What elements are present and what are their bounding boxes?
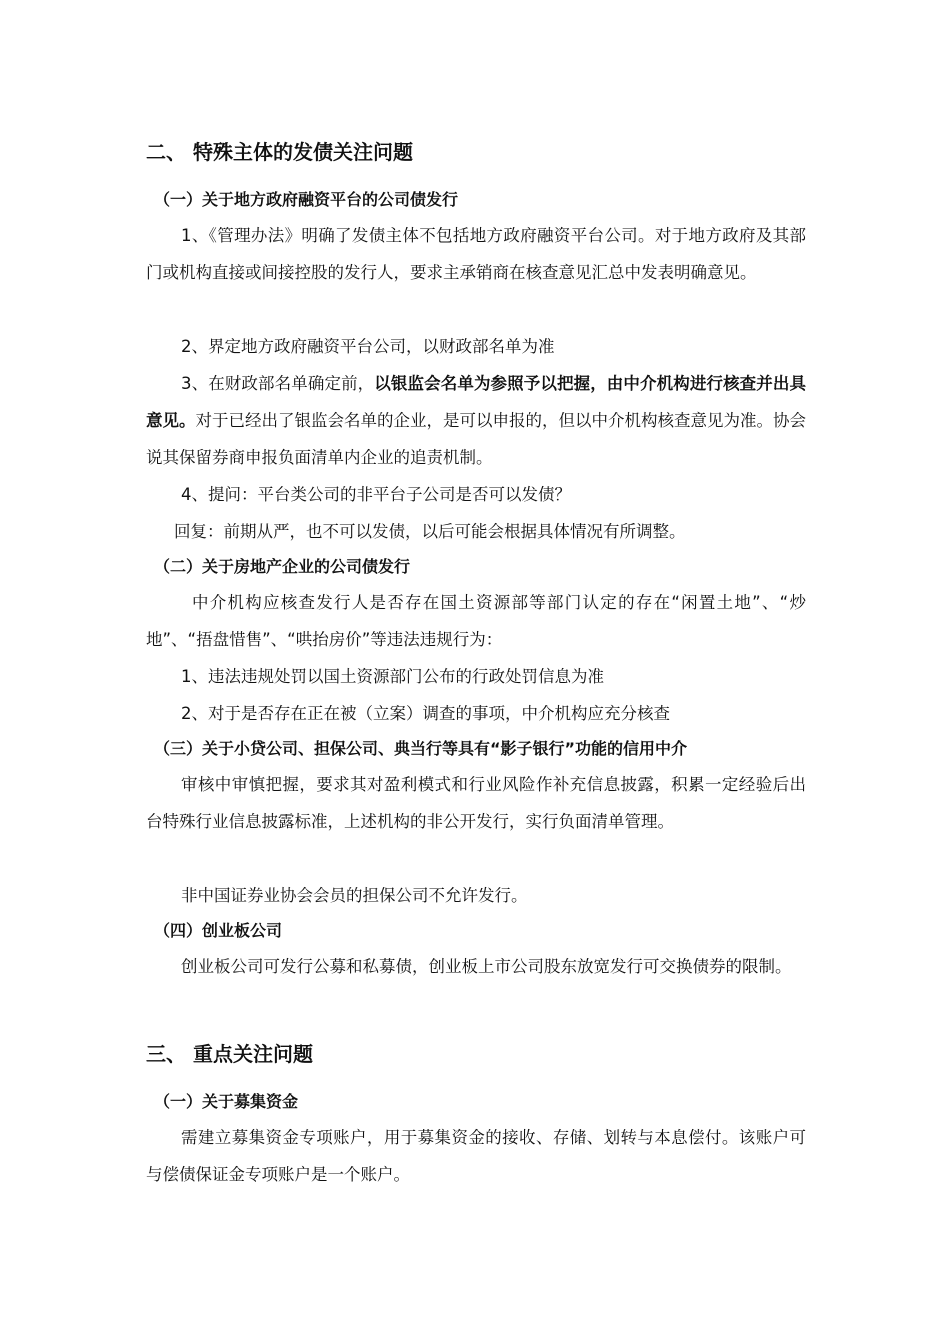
paragraph-question: 4、提问：平台类公司的非平台子公司是否可以发债？	[181, 485, 571, 504]
subsection-heading-real-estate: （二）关于房地产企业的公司债发行	[154, 557, 411, 576]
subsection-heading-raised-funds: （一）关于募集资金	[154, 1092, 299, 1111]
subsection-heading-shadow-banking: （三）关于小贷公司、担保公司、典当行等具有“影子银行”功能的信用中介	[154, 739, 688, 758]
paragraph-non-member-guarantee: 非中国证券业协会会员的担保公司不允许发行。	[181, 886, 528, 905]
paragraph-before-list-bold: 以银监会名单为参照予以把握，由中介机构进行核查并出具意见。	[146, 374, 806, 430]
paragraph-answer: 回复：前期从严，也不可以发债，以后可能会根据具体情况有所调整。	[174, 522, 686, 541]
paragraph-real-estate-check: 中介机构应核查发行人是否存在国土资源部等部门认定的存在“闲置土地”、“炒地”、“捂盘惜售”、“哄抬房价”等违法违规行为：	[146, 593, 806, 649]
section-heading-special-entities: 二、 特殊主体的发债关注问题	[146, 140, 413, 164]
paragraph-define-platform: 2、界定地方政府融资平台公司，以财政部名单为准	[181, 337, 555, 356]
paragraph-special-account: 需建立募集资金专项账户，用于募集资金的接收、存储、划转与本息偿付。该账户可与偿债保证金专项账户是一个账户。	[146, 1128, 806, 1184]
paragraph-before-list-rest: 对于已经出了银监会名单的企业，是可以申报的，但以中介机构核查意见为准。协会说其保留券商申报负面清单内企业的追责机制。	[146, 411, 806, 467]
paragraph-prudent-review: 审核中审慎把握，要求其对盈利模式和行业风险作补充信息披露，积累一定经验后出台特殊行业信息披露标准，上述机构的非公开发行，实行负面清单管理。	[146, 775, 806, 831]
paragraph-management-measures: 1、《管理办法》明确了发债主体不包括地方政府融资平台公司。对于地方政府及其部门或机构直接或间接控股的发行人，要求主承销商在核查意见汇总中发表明确意见。	[146, 226, 806, 282]
paragraph-before-list-intro: 3、在财政部名单确定前，	[181, 374, 375, 393]
paragraph-gem-bonds: 创业板公司可发行公募和私募债，创业板上市公司股东放宽发行可交换债券的限制。	[181, 957, 792, 976]
section-heading-key-issues: 三、 重点关注问题	[146, 1042, 313, 1066]
paragraph-penalty-info: 1、违法违规处罚以国土资源部门公布的行政处罚信息为准	[181, 667, 604, 686]
subsection-heading-local-government: （一）关于地方政府融资平台的公司债发行	[154, 190, 459, 209]
paragraph-investigation: 2、对于是否存在正在被（立案）调查的事项，中介机构应充分核查	[181, 704, 670, 723]
subsection-heading-gem: （四）创业板公司	[154, 921, 283, 940]
paragraph-before-list	[146, 365, 806, 476]
